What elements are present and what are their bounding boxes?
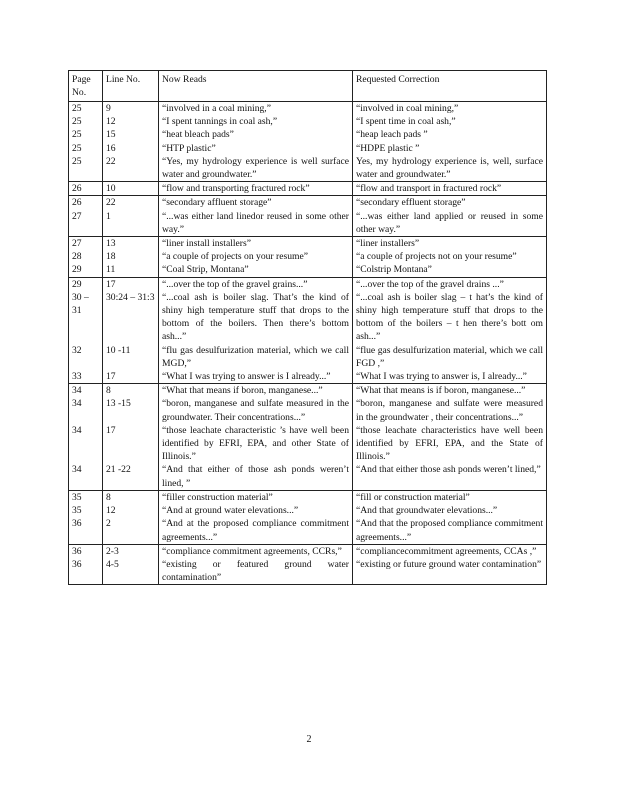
table-row [69, 517, 547, 544]
table-row [69, 490, 547, 504]
cell-line: 18 [103, 250, 159, 263]
cell-line: 8 [103, 384, 159, 398]
cell-now-reads: “involved in a coal mining,” [159, 102, 353, 116]
cell-now-reads: “secondary affluent storage” [159, 196, 353, 210]
table-row [69, 291, 547, 344]
cell-now-reads: “...over the top of the gravel grains...” [159, 277, 353, 291]
table-row [69, 142, 547, 155]
cell-requested-correction: “those leachate characteristics have well been identified by EFRI, EPA, and the State of Illinois.” [353, 424, 547, 464]
table-row [69, 196, 547, 210]
cell-requested-correction: “I spent time in coal ash,” [353, 115, 547, 128]
table-row [69, 155, 547, 182]
table-row [69, 263, 547, 277]
cell-line: 16 [103, 142, 159, 155]
cell-line: 12 [103, 115, 159, 128]
cell-now-reads: “And at ground water elevations...” [159, 504, 353, 517]
cell-requested-correction: “And that groundwater elevations...” [353, 504, 547, 517]
cell-page: 35 [69, 504, 103, 517]
cell-requested-correction: “...coal ash is boiler slag – t hat’s the kind of shiny high temperature stuff that drops to the bottom of the boilers – t hen there’s bott om ash...” [353, 291, 547, 344]
cell-requested-correction: “flow and transport in fractured rock” [353, 182, 547, 196]
header-requested-correction: Requested Correction [353, 71, 547, 102]
cell-requested-correction: “secondary effluent storage” [353, 196, 547, 210]
cell-now-reads: “Yes, my hydrology experience is well surface water and groundwater.” [159, 155, 353, 182]
table-row [69, 210, 547, 237]
cell-requested-correction: “And that either those ash ponds weren’t lined,” [353, 463, 547, 490]
cell-page: 33 [69, 370, 103, 384]
table-row [69, 237, 547, 251]
table-row [69, 344, 547, 370]
cell-requested-correction: “involved in coal mining,” [353, 102, 547, 116]
cell-page: 36 [69, 558, 103, 585]
cell-line: 22 [103, 196, 159, 210]
cell-page: 34 [69, 463, 103, 490]
cell-now-reads: “existing or featured ground water contamination” [159, 558, 353, 585]
cell-line: 10 [103, 182, 159, 196]
cell-requested-correction: “What I was trying to answer is, I already...” [353, 370, 547, 384]
cell-now-reads: “those leachate characteristic ’s have well been identified by EFRI, EPA, and other State of Illinois.” [159, 424, 353, 464]
cell-requested-correction: “What that means is if boron, manganese...” [353, 384, 547, 398]
cell-now-reads: “HTP plastic” [159, 142, 353, 155]
cell-requested-correction: “fill or construction material” [353, 490, 547, 504]
cell-line: 12 [103, 504, 159, 517]
cell-page: 29 [69, 263, 103, 277]
cell-page: 34 [69, 424, 103, 464]
cell-page: 26 [69, 196, 103, 210]
table-row [69, 277, 547, 291]
table-row [69, 397, 547, 423]
cell-line: 1 [103, 210, 159, 237]
cell-requested-correction: “...over the top of the gravel drains ...” [353, 277, 547, 291]
cell-line: 13 -15 [103, 397, 159, 423]
table-row [69, 558, 547, 585]
table-row [69, 115, 547, 128]
table-row [69, 424, 547, 464]
cell-now-reads: “liner install installers” [159, 237, 353, 251]
table-row [69, 250, 547, 263]
cell-requested-correction: Yes, my hydrology experience is, well, surface water and groundwater.” [353, 155, 547, 182]
cell-now-reads: “And at the proposed compliance commitment agreements...” [159, 517, 353, 544]
cell-now-reads: “...was either land linedor reused in some other way.” [159, 210, 353, 237]
table-row [69, 463, 547, 490]
cell-page: 36 [69, 544, 103, 558]
table-row [69, 544, 547, 558]
cell-line: 21 -22 [103, 463, 159, 490]
cell-line: 9 [103, 102, 159, 116]
cell-now-reads: “I spent tannings in coal ash,” [159, 115, 353, 128]
table-row [69, 182, 547, 196]
cell-line: 13 [103, 237, 159, 251]
cell-now-reads: “...coal ash is boiler slag. That’s the kind of shiny high temperature stuff that drops to the bottom of the boilers. Then there’s bottom ash...” [159, 291, 353, 344]
cell-now-reads: “What I was trying to answer is I already...” [159, 370, 353, 384]
cell-requested-correction: “boron, manganese and sulfate were measured in the groundwater , their concentrations...” [353, 397, 547, 423]
cell-line: 30:24 – 31:3 [103, 291, 159, 344]
cell-now-reads: “boron, manganese and sulfate measured in the groundwater. Their concentrations...” [159, 397, 353, 423]
cell-now-reads: “flu gas desulfurization material, which we call MGD,” [159, 344, 353, 370]
cell-line: 17 [103, 424, 159, 464]
cell-requested-correction: “...was either land applied or reused in some other way.” [353, 210, 547, 237]
page-number: 2 [306, 734, 312, 745]
cell-requested-correction: “liner installers” [353, 237, 547, 251]
table-row [69, 384, 547, 398]
cell-page: 26 [69, 182, 103, 196]
cell-page: 32 [69, 344, 103, 370]
cell-line: 15 [103, 128, 159, 141]
cell-requested-correction: “Colstrip Montana” [353, 263, 547, 277]
cell-page: 34 [69, 384, 103, 398]
cell-line: 17 [103, 370, 159, 384]
header-now-reads: Now Reads [159, 71, 353, 102]
cell-page: 28 [69, 250, 103, 263]
cell-requested-correction: “heap leach pads ” [353, 128, 547, 141]
table-row [69, 128, 547, 141]
cell-now-reads: “compliance commitment agreements, CCRs,” [159, 544, 353, 558]
cell-now-reads: “a couple of projects on your resume” [159, 250, 353, 263]
table-header-row [69, 71, 547, 102]
cell-page: 36 [69, 517, 103, 544]
cell-line: 17 [103, 277, 159, 291]
cell-line: 22 [103, 155, 159, 182]
corrections-sheet [68, 70, 546, 585]
cell-page: 27 [69, 237, 103, 251]
cell-page: 25 [69, 102, 103, 116]
cell-requested-correction: “compliancecommitment agreements, CCAs ,” [353, 544, 547, 558]
cell-now-reads: “What that means if boron, manganese...” [159, 384, 353, 398]
cell-page: 25 [69, 155, 103, 182]
cell-page: 30 – 31 [69, 291, 103, 344]
header-page-no: Page No. [69, 71, 103, 102]
cell-now-reads: “flow and transporting fractured rock” [159, 182, 353, 196]
header-line-no: Line No. [103, 71, 159, 102]
cell-line: 8 [103, 490, 159, 504]
table-body [69, 102, 547, 585]
cell-requested-correction: “a couple of projects not on your resume” [353, 250, 547, 263]
cell-requested-correction: “flue gas desulfurization material, which we call FGD ,” [353, 344, 547, 370]
cell-line: 4-5 [103, 558, 159, 585]
cell-page: 29 [69, 277, 103, 291]
cell-line: 10 -11 [103, 344, 159, 370]
cell-page: 25 [69, 115, 103, 128]
cell-page: 25 [69, 128, 103, 141]
table-row [69, 370, 547, 384]
cell-page: 27 [69, 210, 103, 237]
errata-table [68, 70, 547, 585]
cell-line: 2-3 [103, 544, 159, 558]
cell-page: 35 [69, 490, 103, 504]
cell-requested-correction: “And that the proposed compliance commitment agreements...” [353, 517, 547, 544]
cell-now-reads: “Coal Strip, Montana” [159, 263, 353, 277]
cell-now-reads: “filler construction material” [159, 490, 353, 504]
cell-page: 25 [69, 142, 103, 155]
cell-line: 2 [103, 517, 159, 544]
table-row [69, 504, 547, 517]
cell-now-reads: “heat bleach pads” [159, 128, 353, 141]
cell-now-reads: “And that either of those ash ponds weren’t lined, ” [159, 463, 353, 490]
cell-requested-correction: “HDPE plastic ” [353, 142, 547, 155]
cell-requested-correction: “existing or future ground water contamination” [353, 558, 547, 585]
cell-page: 34 [69, 397, 103, 423]
cell-line: 11 [103, 263, 159, 277]
table-row [69, 102, 547, 116]
